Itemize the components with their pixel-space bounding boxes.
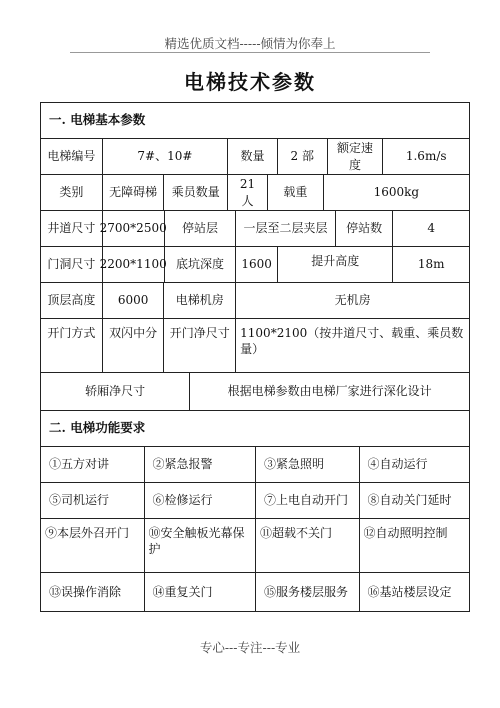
function-item: ①五方对讲 bbox=[41, 447, 145, 483]
value-stop-floors: 一层至二层夹层 bbox=[236, 211, 335, 247]
value-door-opening-size: 2200*1100 bbox=[103, 247, 165, 283]
table-row bbox=[41, 247, 469, 283]
function-item: ⑨本层外召开门 bbox=[41, 519, 145, 573]
table-row bbox=[41, 519, 469, 573]
function-item: ⑮服务楼层服务 bbox=[256, 573, 360, 611]
value-travel-height: 18m bbox=[393, 247, 469, 283]
value-machine-room: 无机房 bbox=[236, 283, 469, 319]
value-pit-depth: 1600 bbox=[236, 247, 278, 283]
value-door-opening-type: 双闪中分 bbox=[103, 319, 165, 373]
function-item: ⑦上电自动开门 bbox=[256, 483, 360, 519]
function-item: ⑪超载不关门 bbox=[256, 519, 360, 573]
label-load: 载重 bbox=[268, 175, 324, 211]
value-clear-door-size: 1100*2100（按井道尺寸、载重、乘员数量） bbox=[236, 319, 469, 373]
function-item: ⑩安全触板光幕保护 bbox=[145, 519, 256, 573]
function-item: ⑧自动关门延时 bbox=[360, 483, 469, 519]
spec-table bbox=[40, 102, 470, 612]
page-header: 精选优质文档-----倾情为你奉上 bbox=[164, 36, 336, 51]
value-stop-count: 4 bbox=[393, 211, 469, 247]
table-row bbox=[41, 319, 469, 373]
label-car-clear-size: 轿厢净尺寸 bbox=[41, 373, 190, 411]
label-stop-count: 停站数 bbox=[336, 211, 394, 247]
function-item: ②紧急报警 bbox=[145, 447, 256, 483]
label-shaft-size: 井道尺寸 bbox=[41, 211, 103, 247]
table-row bbox=[41, 573, 469, 611]
label-door-opening-type: 开门方式 bbox=[41, 319, 103, 373]
table-row bbox=[41, 447, 469, 483]
label-rated-speed: 额定速度 bbox=[328, 139, 384, 175]
label-passenger-count: 乘员数量 bbox=[164, 175, 228, 211]
value-rated-speed: 1.6m/s bbox=[383, 139, 469, 175]
label-stop-floors: 停站层 bbox=[165, 211, 237, 247]
function-item: ③紧急照明 bbox=[256, 447, 360, 483]
function-item: ⑯基站楼层设定 bbox=[367, 584, 452, 599]
function-item: ⑬误操作消除 bbox=[41, 573, 145, 611]
table-row bbox=[41, 411, 469, 447]
document-title: 电梯技术参数 bbox=[184, 70, 316, 94]
table-row bbox=[41, 283, 469, 319]
value-passenger-count: 21 人 bbox=[228, 175, 268, 211]
label-top-floor-height: 顶层高度 bbox=[41, 283, 103, 319]
label-elevator-number: 电梯编号 bbox=[41, 139, 103, 175]
label-pit-depth: 底坑深度 bbox=[165, 247, 237, 283]
function-item: ⑭重复关门 bbox=[145, 573, 256, 611]
table-row bbox=[41, 373, 469, 411]
table-row bbox=[41, 483, 469, 519]
table-row bbox=[41, 211, 469, 247]
function-item: ⑤司机运行 bbox=[41, 483, 145, 519]
section-title-basic: 一. 电梯基本参数 bbox=[41, 103, 469, 139]
function-item: ⑥检修运行 bbox=[145, 483, 256, 519]
label-machine-room: 电梯机房 bbox=[164, 283, 236, 319]
value-top-floor-height: 6000 bbox=[103, 283, 165, 319]
label-door-opening-size: 门洞尺寸 bbox=[41, 247, 103, 283]
table-row bbox=[41, 103, 469, 139]
value-category: 无障碍梯 bbox=[103, 175, 165, 211]
value-elevator-number: 7#、10# bbox=[103, 139, 228, 175]
table-row bbox=[41, 175, 469, 211]
value-quantity: 2 部 bbox=[278, 139, 328, 175]
value-car-clear-size: 根据电梯参数由电梯厂家进行深化设计 bbox=[190, 373, 469, 411]
label-travel-height: 提升高度 bbox=[278, 247, 393, 283]
label-quantity: 数量 bbox=[228, 139, 278, 175]
table-row bbox=[41, 139, 469, 175]
function-item: ④自动运行 bbox=[360, 447, 469, 483]
value-shaft-size: 2700*2500 bbox=[103, 211, 165, 247]
section-title-functions: 二. 电梯功能要求 bbox=[41, 411, 469, 447]
function-item: ⑫自动照明控制 bbox=[360, 519, 469, 573]
label-category: 类别 bbox=[41, 175, 103, 211]
page-footer: 专心---专注---专业 bbox=[199, 640, 301, 655]
label-clear-door-size: 开门净尺寸 bbox=[164, 319, 236, 373]
header-divider bbox=[70, 52, 430, 53]
value-load: 1600kg bbox=[324, 175, 469, 211]
